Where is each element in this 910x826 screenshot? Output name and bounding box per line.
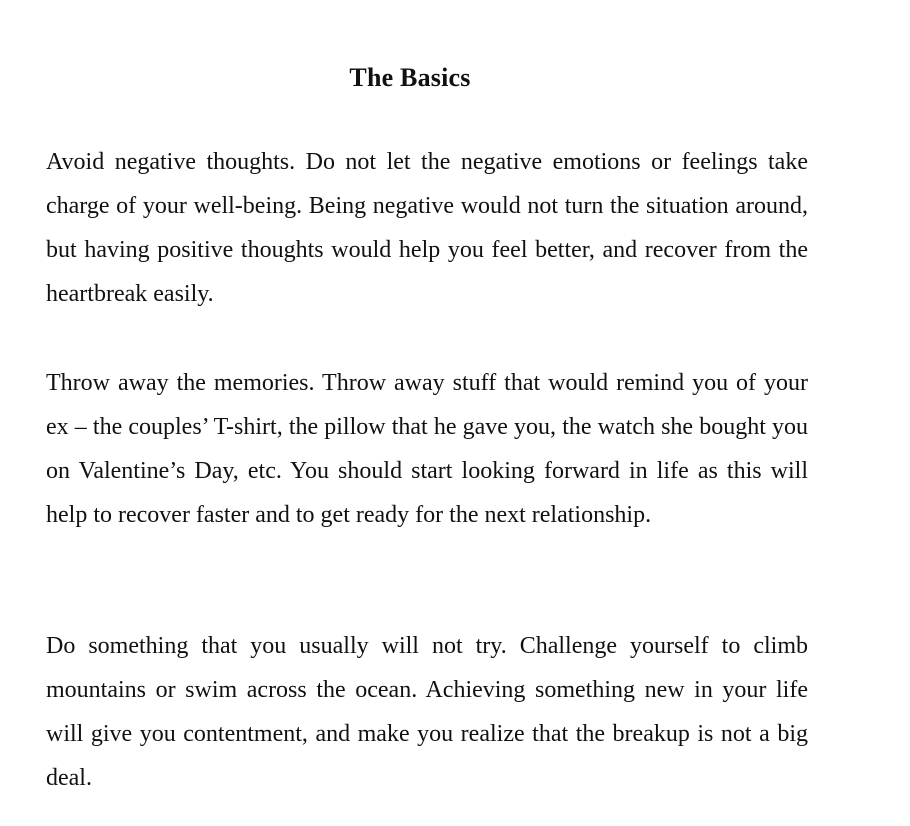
- page-title: The Basics: [349, 63, 471, 92]
- paragraph-throw-away-memories: Throw away the memories. Throw away stuff that would remind you of your ex – the couples’ T-shirt, the pillow that he gave you, the watch she bought you on Valentine’s Day, etc. You should start looking forward in life as this will help to recover faster and to get ready for the next relationship.: [46, 370, 808, 528]
- paragraph-do-something-new: Do something that you usually will not try. Challenge yourself to climb mountains or swim across the ocean. Achieving something new in your life will give you contentment, and make you realize that the breakup is not a big deal.: [46, 633, 808, 791]
- paragraph-avoid-negative-thoughts: Avoid negative thoughts. Do not let the negative emotions or feelings take charge of your well-being. Being negative would not turn the situation around, but having positive thoughts would help you feel better, and recover from the heartbreak easily.: [46, 149, 808, 307]
